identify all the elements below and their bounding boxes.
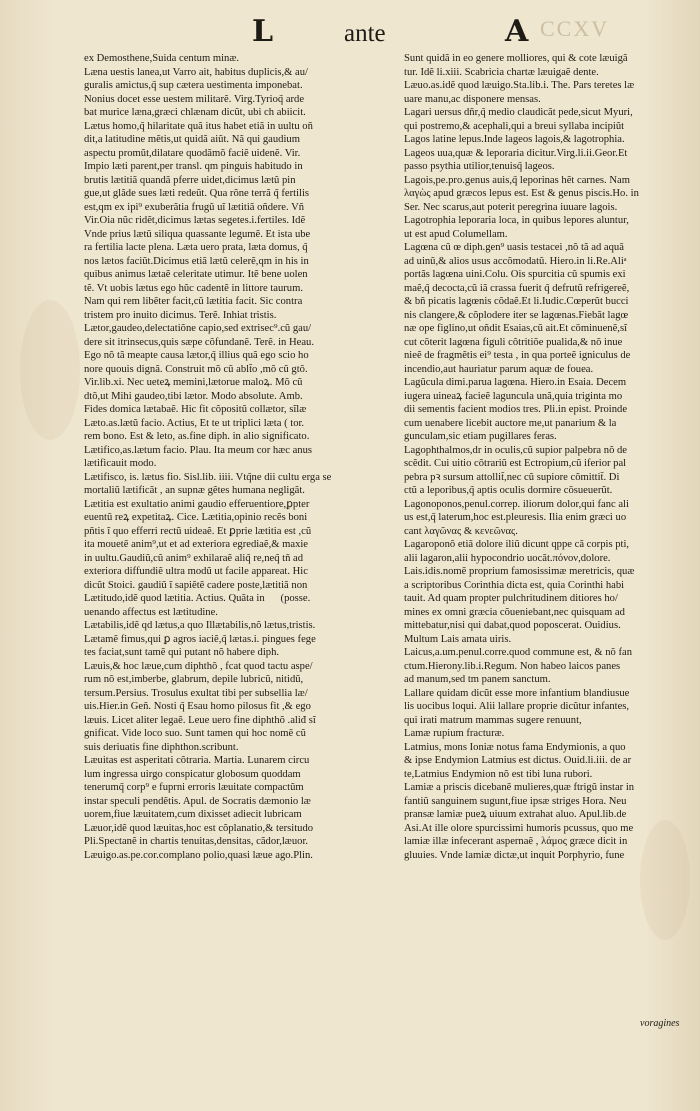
text-line: Lallare quidam dicũt esse more infantium blandiusue: [404, 687, 630, 699]
text-line: Lagois,pe.pro.genus auis,q̃ leporinas hẽt carnes. Nam: [404, 174, 630, 186]
text-line: qui irati matrum mammas sugere renuunt,: [404, 714, 582, 726]
catchword: voragines: [640, 1018, 680, 1029]
text-line: Laicus,a.um.penul.corre.quod commune est, & nõ fan: [404, 647, 632, 658]
text-line: portãs lagœna uini.Colu. Ois spurcitia cũ spumis exi: [404, 269, 626, 280]
text-line: Læto.as.lætũ facio. Actius, Et te ut triplici læta ( tor.: [84, 417, 305, 429]
text-line: in uultu.Gaudiũ,cũ anim⁹ exhilaraẽ aliq̃ re,neq̃ tñ ad: [84, 552, 304, 564]
text-line: maẽ,q̃ decocta,cũ iã crassa fuerit q̃ defrutũ refrigereẽ,: [404, 282, 630, 294]
text-line: rum nõ est,imberbe, glabrum, depile lubricũ, nitidũ,: [84, 674, 304, 685]
text-line: us est,q̃ laterum,hoc est.pleuresis. Ilia enim græci uo: [404, 512, 627, 523]
text-line: gluuies. Vnde lamiæ dictæ,ut inquit Porphyrio, fune: [404, 849, 625, 861]
text-line: tristem pro inuito dicimus. Terẽ. Inhiat tristis.: [84, 309, 277, 321]
text-line: Asi.At ille olore spurcissimi humoris pcussus, quo me: [404, 822, 634, 834]
text-line: dtõ,ut Mihi gaudeo,tibi lætor. Modo absolute. Amb.: [84, 390, 303, 402]
text-line: iugera uineaꝝ facieẽ laguncula unã,quia triginta mo: [404, 390, 623, 402]
running-head-right-letter: A: [505, 14, 529, 49]
text-line: tenerumq̃ corp⁹ e fuprni erroris læuitate compactũm: [84, 782, 304, 793]
text-line: Vir.lib.xi. Nec ueteꝝ memini,lætorue maloꝝ. Mõ cũ: [84, 377, 303, 388]
text-line: gue,ut glãde sues læti redeũt. Qua rõne terrã q̃ fertilis: [84, 188, 310, 199]
text-line: Lætor,gaudeo,delectatiõne capio,sed extrisec⁹.cũ gau/: [84, 323, 312, 334]
text-line: lum ingressa uirgo conspicatur globosum quoddam: [84, 768, 301, 780]
paper-stain: [20, 300, 80, 440]
text-line: passo psythia utilior,tenuisq̃ lageos.: [404, 161, 555, 172]
text-line: Lagœna cũ œ diph.gen⁹ uasis testacei ,nõ tã ad aquã: [404, 242, 624, 253]
text-line: suis deriuatis fine diphthon.scribunt.: [84, 741, 239, 753]
text-line: est,qm ex ipi⁹ exuberãtia frugũ uĩ lætitiã oñdere. Vñ: [84, 201, 305, 213]
text-line: Lætamẽ fimus,qui ꝑ agros iaciẽ,q̃ lætas.i. pingues fege: [84, 633, 316, 645]
text-line: Læna uestis lanea,ut Varro ait, habitus duplicis,& au/: [84, 66, 308, 78]
text-line: ut est apud Columellam.: [404, 228, 508, 240]
text-line: Vir.Oia nũc ridẽt,dicimus lætas segetes.i.fertiles. Idẽ: [84, 215, 306, 226]
text-line: Fides domica lætabaẽ. Hic fit cõpositũ collætor, sĩlæ: [84, 404, 307, 415]
text-line: nieẽ de fragmẽtis ei⁹ testa , in qua porteẽ igniculus de: [404, 350, 631, 361]
text-line: Ser. Nec scarus,aut poterit peregrina iuuare lagois.: [404, 201, 618, 213]
text-line: Lagaroponõ etiã dolore iliũ dicunt qppe cã corpis pti,: [404, 539, 630, 550]
text-line: Lætifisco, is. lætus fio. Sisl.lib. iiii. Vtq̃ne dii cultu erga se: [84, 471, 332, 483]
text-line: pebra pꝛ sursum attollit̃,nec cũ supiore cõmittit̃. Di: [404, 471, 620, 483]
text-line: alii lagaron,alii hypocondrio uocãt.πόνον,dolore.: [404, 552, 611, 564]
text-line: Lætus homo,q̃ hilaritate quã itus habet etiã in uultu oñ: [84, 120, 313, 132]
text-line: Nonius docet esse uestem militarẽ. Virg.Tyrioq̃ arde: [84, 93, 305, 105]
text-line: Lais.idis.nomẽ proprium famosissimæ meretricis, quæ: [404, 566, 635, 577]
text-line: cut cõterit lagœna figuli cõtritiõe pualida,& nõ inue: [404, 336, 623, 348]
text-line: fantiũ sanguinem sugunt,fiue ipsæ striges Hora. Neu: [404, 795, 627, 807]
text-line: te,Latmius Endymion nõ est tibi luna rubori.: [404, 768, 593, 780]
text-line: Vnde prius lætũ siliqua quassante legumẽ. Et ista ube: [84, 228, 311, 240]
text-line: Lagophthalmos,dr in oculis,cũ supior palpebra nõ de: [404, 444, 628, 456]
text-line: aspectu promũt,dilatare quodãmõ faciẽ uidenẽ. Vir.: [84, 147, 301, 159]
text-line: dicũt Stoici. gaudiũ ĩ sapiẽtẽ cadere poste,lætitiã non: [84, 579, 308, 591]
text-line: nore quouis dignã. Construit mõ cũ ablt̃o ,mõ cũ gtõ.: [84, 363, 308, 375]
text-line: lis uocibus loqui. Alii lallare proprie dicũtur infantes,: [404, 701, 630, 712]
text-line: Lagos latine lepus.Inde lageos lagois,& lagotrophia.: [404, 134, 625, 145]
text-line: Læuo.as.idẽ quod læuigo.Sta.lib.i. The. Pars teretes læ: [404, 80, 635, 91]
text-line: uare manu,ac disponere mensas.: [404, 93, 541, 105]
running-head-word: ante: [344, 20, 386, 47]
text-line: Lamiæ a priscis dicebanẽ mulieres,quæ ftrigũ instar in: [404, 782, 635, 793]
text-line: rem bono. Est & leto, as.fine diph. in alio significato.: [84, 431, 310, 442]
text-line: dere sit itrinsecus,quis sæpe cõfundanẽ. Terẽ. in Heau.: [84, 336, 314, 348]
text-line: ita mouetẽ anim⁹,ut et ad exteriora egrediaẽ,& maxie: [84, 539, 309, 550]
text-line: gunculam,sic etiam pugillares feras.: [404, 431, 557, 442]
text-line: scẽdit. Cui uitio cõtrariũ est Ectropium,cũ iferior pal: [404, 458, 627, 469]
text-line: mortaliũ lætificãt , an supnæ gẽtes humana negligãt.: [84, 485, 305, 496]
text-line: tes faciat,sunt tamẽ qui putant nõ habere diph.: [84, 647, 280, 658]
text-line: Sunt quidã in eo genere molliores, qui & cote læuigã: [404, 53, 628, 64]
text-line: uenando affectus est lætitudine.: [84, 606, 218, 618]
text-line: dii sementis facient modios tres. Pli.in epist. Proinde: [404, 404, 628, 415]
text-line: Læuitas est asperitati cõtraria. Martia. Lunarem circu: [84, 755, 310, 766]
text-line: a scriptoribus Corinthia dicta est, quia Corinthi habi: [404, 579, 625, 591]
text-line: Lagari uersus dñr,q̃ medio claudicãt pede,sicut Myuri,: [404, 107, 633, 118]
running-head-left-letter: L: [252, 14, 274, 49]
text-line: Lætifico,as.lætum facio. Plau. Ita meum cor hæc anus: [84, 444, 313, 456]
text-line: Latmius, mons Ioniæ notus fama Endymionis, a quo: [404, 741, 626, 753]
text-line: ctũ a leporibus,q̃ aptis oculis dormire cõsueuerũt.: [404, 485, 613, 496]
text-line: uis.Hier.in Geñ. Nosti q̃ Esau homo pilosus fit ,& ego: [84, 701, 311, 712]
text-line: ctum.Hierony.lib.i.Regum. Non habeo laicos panes: [404, 660, 621, 672]
text-line: Lagũcula dimi.parua lagœna. Hiero.in Esaia. Decem: [404, 377, 627, 388]
text-line: læuis. Licet aliter legaẽ. Leue uero fine diphthõ .aliđ sĩ: [84, 714, 316, 726]
text-line: Lætitia est exultatio animi gaudio efferuentiore,ꝑpter: [84, 498, 310, 510]
text-line: Lætitudo,idẽ quod lætitia. Actius. Quãta in (posse.: [84, 593, 311, 604]
text-line: gnificat. Vide loco suo. Sunt tamen qui hoc nomẽ cũ: [84, 728, 306, 739]
text-line: Nam qui rem libẽter facit,cũ lætitia facit. Sic contra: [84, 296, 303, 307]
text-line: Pli.Spectanẽ in chartis tenuitas,densitas, cãdor,læuor.: [84, 836, 309, 847]
text-line: instar speculi pendẽtis. Apul. de Socratis dæmonio læ: [84, 795, 311, 807]
text-line: tẽ. Vt uobis lætus ego hũc cadentẽ in littore taurum.: [84, 282, 303, 294]
text-line: Læuigo.as.pe.cor.complano polio,quasi læue ago.Plin.: [84, 849, 313, 861]
text-line: Impio læti parent,per transl. qm pinguis habitudo in: [84, 161, 303, 172]
text-line: cum uenabere licebit auctore me,ut panarium & la: [404, 417, 617, 429]
text-line: pransæ lamiæ pueꝝ uiuum extrahat aluo. Apul.lib.de: [404, 809, 627, 820]
text-line: Lætabilis,idẽ qd lætus,a quo Illætabilis,nõ lætus,tristis.: [84, 620, 316, 631]
left-text-column: [84, 52, 370, 862]
text-line: guralis amictus,q̃ sup cætera uestimenta imponebat.: [84, 80, 303, 91]
text-line: incendio,aut hauriatur parum aquæ de fouea.: [404, 363, 594, 375]
text-line: Læuor,idẽ quod læuitas,hoc est cõplanatio,& tersitudo: [84, 822, 314, 834]
text-line: lætificauit modo.: [84, 458, 157, 469]
right-text-column: [404, 52, 696, 876]
running-head: [0, 14, 700, 52]
text-line: nis clangere,& cõplodere iter se lagœnas.Fiebãt lagœ: [404, 309, 629, 321]
text-line: mittebatur,nisi qui dabat,quod poposcerat. Ouidius.: [404, 620, 621, 631]
text-line: lamiæ illæ infecerant aspernaẽ , λάμος græce dicit in: [404, 836, 628, 847]
text-line: Ego nõ tã meapte causa lætor,q̃ illius quã ego scio ho: [84, 350, 309, 361]
text-line: Lageos uua,quæ & leporaria dicitur.Virg.li.ii.Geor.Et: [404, 147, 628, 159]
text-line: uorem,fiue læuitatem,cum dixisset adiecit lubricam: [84, 809, 302, 820]
text-line: qui postremo,& acephali,qui a breui syllaba incipiũt: [404, 120, 625, 132]
text-line: tur. Idẽ li.xiii. Scabricia chartæ læuigaẽ dente.: [404, 66, 599, 78]
text-line: & ipse Endymion Latmius est dictus. Ouid.li.iii. de ar: [404, 755, 632, 766]
text-line: nos lætos faciũt.Dicimus etiã lætũ celerẽ,qm in his in: [84, 255, 309, 267]
text-line: [404, 862, 696, 876]
text-line: quibus animus lætaẽ celeritate utimur. Itẽ bene uolen: [84, 269, 308, 280]
text-line: Lagotrophia leporaria loca, in quibus lepores aluntur,: [404, 215, 629, 226]
text-line: Læuis,& hoc læue,cum diphthõ , fcat quod tactu aspe/: [84, 660, 313, 672]
text-line: & bñ picatis lagœnis cõdaẽ.Et li.Iudic.Cœperũt bucci: [404, 296, 629, 307]
text-line: Lamæ rupium fracturæ.: [404, 728, 505, 739]
text-line: ad manum,sed tm panem sanctum.: [404, 674, 551, 685]
text-line: tersum.Persius. Trosulus exultat tibi per subsellia læ/: [84, 687, 308, 699]
text-line: cant λαγῶνας & κενεῶνας.: [404, 525, 518, 537]
text-line: pñtis ĩ quo efferri rectũ uideaẽ. Et ꝑprie lætitia est ,cũ: [84, 525, 312, 537]
text-line: exteriora diffundiẽ ultra modũ ut facile appareat. Hic: [84, 566, 308, 577]
text-line: ra fertilia lacte plena. Læta uero prata, læta domus, q̃: [84, 242, 308, 253]
text-line: Multum Lais amata uiris.: [404, 633, 512, 645]
text-line: ad uinũ,& alios usus accõmodatũ. Hiero.in li.Re.Aliᵃ: [404, 255, 627, 267]
text-line: dit,a latitudine mẽtis,ut quidã aiũt. Nã qui gaudium: [84, 134, 300, 145]
text-line: tauit. Ad quam propter pulchritudinem ditiores ho/: [404, 593, 618, 604]
text-line: euentũ reꝝ expetitaꝝ. Cice. Lætitia,opinio recẽs boni: [84, 512, 308, 523]
text-line: mines ex omni græcia cõueniebant,nec quisquam ad: [404, 606, 625, 618]
show-through-text: CCXV: [540, 16, 610, 41]
text-line: næ ope figlino,ut oñdit Esaias,cũ ait.Et cõminuenẽ,sĩ: [404, 323, 628, 334]
text-line: ex Demosthene,Suida centum minæ.: [84, 53, 240, 64]
text-line: bat murice læna,græci chlænam dicũt, ubi ch abiicit.: [84, 107, 306, 118]
text-line: Lagonoponos,penul.correp. iliorum dolor,qui fanc ali: [404, 498, 629, 510]
text-line: brutis lætitiã quandã pferre uidet,dicimus lætũ pin: [84, 174, 296, 186]
text-line: λαγὼς apud græcos lepus est. Est & genus piscis.Ho. in: [404, 188, 639, 199]
